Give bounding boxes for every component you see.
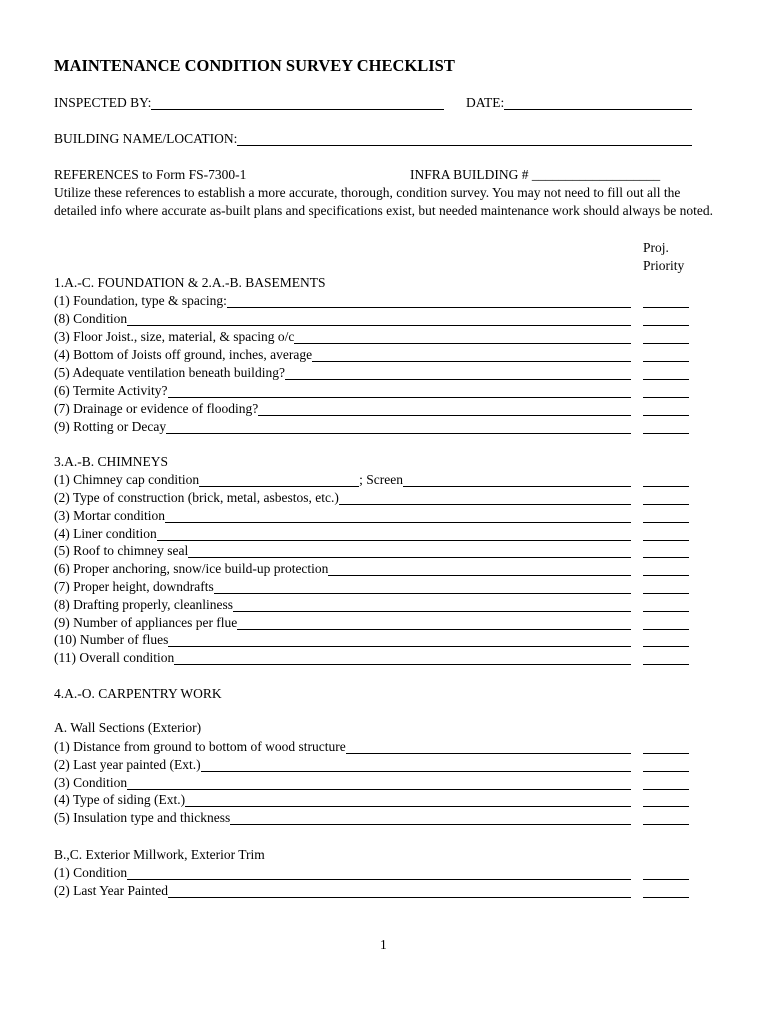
priority-blank[interactable] <box>643 592 689 594</box>
foundation-item-label: (5) Adequate ventilation beneath building? <box>54 365 285 380</box>
priority-blank[interactable] <box>643 770 689 772</box>
chimney-item-label: (9) Number of appliances per flue <box>54 614 238 630</box>
chimney-item[interactable] <box>54 489 631 507</box>
foundation-item[interactable] <box>54 400 631 418</box>
chimney-item-blank[interactable] <box>157 527 631 541</box>
priority-blank[interactable] <box>643 503 689 505</box>
chimney-item-label: (7) Proper height, downdrafts <box>54 579 214 594</box>
chimney-item[interactable] <box>54 560 631 578</box>
references-text: REFERENCES to Form FS-7300-1 <box>54 167 247 182</box>
foundation-item[interactable] <box>54 364 631 382</box>
foundation-item-blank[interactable] <box>285 366 631 380</box>
foundation-item[interactable] <box>54 418 631 436</box>
chimney-item-blank[interactable] <box>233 598 631 612</box>
building-name-blank[interactable] <box>237 132 692 146</box>
chimney-item-blank[interactable] <box>165 509 631 523</box>
chimney-item[interactable] <box>54 631 631 649</box>
foundation-item[interactable] <box>54 292 631 310</box>
wall-sections-heading: A. Wall Sections (Exterior) <box>54 720 202 735</box>
priority-blank[interactable] <box>643 878 689 880</box>
chimney-item[interactable] <box>54 525 631 543</box>
chimney-item-blank[interactable] <box>237 616 631 630</box>
priority-blank[interactable] <box>643 663 689 665</box>
foundation-item-label: (8) Condition <box>54 311 128 326</box>
chimney-item-label: (4) Liner condition <box>54 525 157 541</box>
foundation-item-label: (3) Floor Joist., size, material, & spacing o/c <box>54 329 295 344</box>
inspected-by-label: INSPECTED BY: <box>54 95 152 110</box>
priority-blank[interactable] <box>643 752 689 754</box>
priority-blank[interactable] <box>643 574 689 576</box>
foundation-item-label: (1) Foundation, type & spacing: <box>54 293 227 308</box>
priority-blank[interactable] <box>643 805 689 807</box>
chimney-item[interactable] <box>54 596 631 614</box>
wall-item[interactable] <box>54 791 631 809</box>
instructions-paragraph: Utilize these references to establish a more accurate, thorough, condition survey. You may not need to fill out all the detailed info where accurate as-built plans and specifications exist, but needed maintenance work should always be noted. <box>54 185 714 218</box>
wall-item-blank[interactable] <box>127 776 631 790</box>
priority-blank[interactable] <box>643 306 689 308</box>
chimneys-heading: 3.A.-B. CHIMNEYS <box>54 454 169 469</box>
priority-blank[interactable] <box>643 396 689 398</box>
wall-item-label: (5) Insulation type and thickness <box>54 810 231 826</box>
foundation-item-label: (6) Termite Activity? <box>54 383 168 398</box>
wall-item-label: (4) Type of siding (Ext.) <box>54 792 186 808</box>
chimney-item-label: (5) Roof to chimney seal <box>54 543 189 559</box>
priority-blank[interactable] <box>643 360 689 362</box>
priority-blank[interactable] <box>643 628 689 630</box>
chimney-item-blank[interactable] <box>188 544 631 558</box>
chimney-item-blank[interactable] <box>168 633 631 647</box>
chimney-cap-label: (1) Chimney cap condition <box>54 472 200 487</box>
millwork-item-label: (1) Condition <box>54 865 128 880</box>
millwork-item[interactable] <box>54 864 631 882</box>
building-name-label: BUILDING NAME/LOCATION: <box>54 131 238 146</box>
millwork-item-blank[interactable] <box>127 866 631 880</box>
chimney-item-label: (6) Proper anchoring, snow/ice build-up protection <box>54 561 329 577</box>
foundation-item-label: (4) Bottom of Joists off ground, inches, average <box>54 347 313 362</box>
chimney-item-blank[interactable] <box>214 580 631 594</box>
chimney-item-label: (10) Number of flues <box>54 632 169 648</box>
date-blank[interactable] <box>504 96 692 110</box>
building-name-field[interactable] <box>54 130 692 148</box>
chimney-item[interactable] <box>54 542 631 560</box>
chimney-item-label: (11) Overall condition <box>54 650 175 666</box>
chimney-cap-blank[interactable] <box>199 473 359 487</box>
wall-item[interactable] <box>54 774 631 792</box>
foundation-item-blank[interactable] <box>127 312 631 326</box>
millwork-item-label: (2) Last Year Painted <box>54 883 168 898</box>
foundation-item-blank[interactable] <box>312 348 631 362</box>
date-label: DATE: <box>466 95 505 110</box>
carpentry-heading: 4.A.-O. CARPENTRY WORK <box>54 686 222 701</box>
foundation-heading: 1.A.-C. FOUNDATION & 2.A.-B. BASEMENTS <box>54 275 326 290</box>
foundation-item-label: (7) Drainage or evidence of flooding? <box>54 401 259 416</box>
wall-item-label: (2) Last year painted (Ext.) <box>54 756 201 772</box>
inspected-by-field[interactable] <box>54 94 444 112</box>
priority-blank[interactable] <box>643 414 689 416</box>
chimney-item-blank[interactable] <box>339 491 631 505</box>
chimney-item-label: (2) Type of construction (brick, metal, asbestos, etc.) <box>54 490 339 505</box>
inspected-by-blank[interactable] <box>151 96 444 110</box>
screen-blank[interactable] <box>403 473 631 487</box>
wall-item-blank[interactable] <box>185 793 631 807</box>
chimney-item-blank[interactable] <box>328 562 631 576</box>
priority-blank[interactable] <box>643 485 689 487</box>
chimney-cap-row[interactable] <box>54 471 631 489</box>
chimney-item[interactable] <box>54 649 631 667</box>
priority-header-line2: Priority <box>643 258 685 273</box>
wall-item-label: (3) Condition <box>54 774 128 790</box>
priority-blank[interactable] <box>643 556 689 558</box>
screen-label: ; Screen <box>359 472 403 487</box>
priority-blank[interactable] <box>643 610 689 612</box>
priority-blank[interactable] <box>643 823 689 825</box>
priority-blank[interactable] <box>643 539 689 541</box>
foundation-item-blank[interactable] <box>166 420 631 434</box>
foundation-item-blank[interactable] <box>227 294 631 308</box>
priority-header-line1: Proj. <box>643 240 669 255</box>
priority-blank[interactable] <box>643 342 689 344</box>
page-title: MAINTENANCE CONDITION SURVEY CHECKLIST <box>54 56 455 75</box>
wall-item-blank[interactable] <box>230 811 631 825</box>
foundation-item-label: (9) Rotting or Decay <box>54 419 167 434</box>
foundation-item-blank[interactable] <box>258 402 631 416</box>
chimney-item[interactable] <box>54 614 631 632</box>
chimney-item[interactable] <box>54 578 631 596</box>
priority-blank[interactable] <box>643 432 689 434</box>
foundation-item-blank[interactable] <box>168 384 631 398</box>
wall-item[interactable] <box>54 738 631 756</box>
priority-blank[interactable] <box>643 645 689 647</box>
foundation-item[interactable] <box>54 346 631 364</box>
foundation-item[interactable] <box>54 382 631 400</box>
page-number: 1 <box>380 937 387 952</box>
chimney-item[interactable] <box>54 507 631 525</box>
millwork-item[interactable] <box>54 882 631 900</box>
priority-blank[interactable] <box>643 324 689 326</box>
chimney-item-label: (8) Drafting properly, cleanliness <box>54 596 234 612</box>
priority-blank[interactable] <box>643 896 689 898</box>
chimney-item-label: (3) Mortar condition <box>54 507 165 523</box>
foundation-item[interactable] <box>54 328 631 346</box>
priority-blank[interactable] <box>643 378 689 380</box>
wall-item-blank[interactable] <box>201 758 631 772</box>
date-field[interactable] <box>466 94 692 112</box>
priority-blank[interactable] <box>643 521 689 523</box>
foundation-item-blank[interactable] <box>294 330 631 344</box>
chimney-item-blank[interactable] <box>174 651 631 665</box>
foundation-item[interactable] <box>54 310 631 328</box>
wall-item-label: (1) Distance from ground to bottom of wood structure <box>54 739 346 754</box>
millwork-heading: B.,C. Exterior Millwork, Exterior Trim <box>54 847 265 862</box>
wall-item-blank[interactable] <box>346 740 631 754</box>
priority-blank[interactable] <box>643 788 689 790</box>
infra-building-field[interactable]: INFRA BUILDING # ___________________ <box>410 167 661 182</box>
millwork-item-blank[interactable] <box>168 884 631 898</box>
wall-item[interactable] <box>54 756 631 774</box>
wall-item[interactable] <box>54 809 631 827</box>
